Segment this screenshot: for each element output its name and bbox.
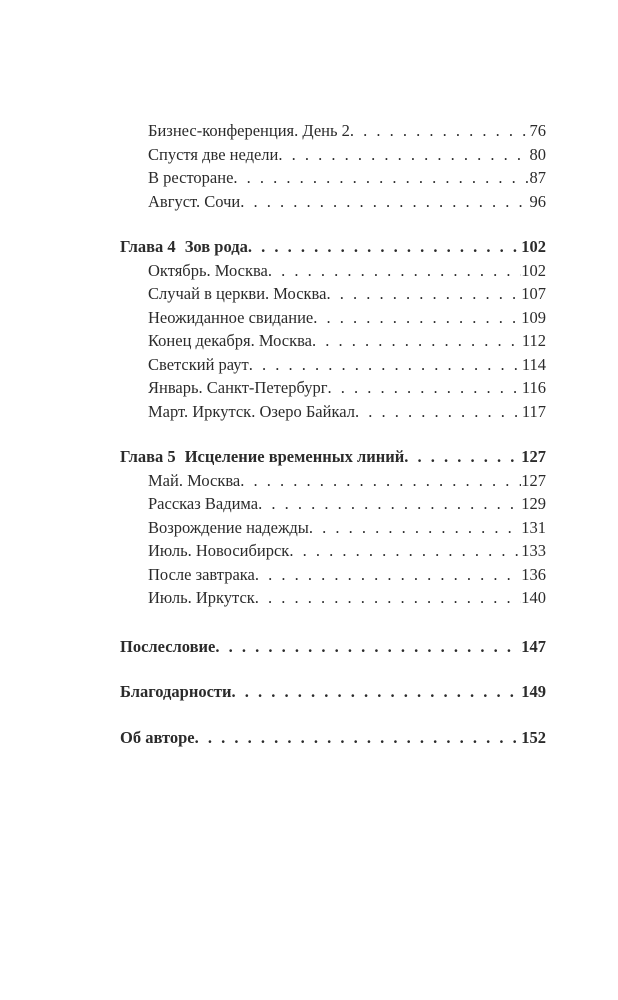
toc-chapter-title	[120, 235, 248, 259]
chapter-name: Исцеление временных линий	[184, 447, 405, 466]
toc-entry-title: Спустя две недели	[148, 144, 279, 164]
toc-entry	[120, 400, 546, 424]
toc-entry-page: 149	[521, 682, 546, 701]
dot-leader	[327, 376, 521, 400]
dot-leader	[355, 400, 522, 424]
toc-entry-title: Бизнес-конференция. День 2	[148, 121, 350, 140]
toc-entry	[120, 586, 546, 610]
toc-entry	[120, 282, 546, 306]
dot-leader	[233, 166, 529, 190]
toc-entry-title: Август. Сочи	[148, 191, 241, 211]
toc-entry	[120, 376, 546, 400]
dot-leader	[312, 329, 522, 353]
toc-entry	[120, 166, 546, 190]
toc-entry-page: 129	[521, 494, 546, 513]
dot-leader	[258, 492, 521, 516]
toc-entry	[120, 143, 546, 167]
toc-entry-page: 109	[521, 307, 546, 327]
toc-entry	[120, 353, 546, 377]
toc-entry-title: Конец декабря. Москва	[148, 331, 312, 350]
toc-entry-title: Рассказ Вадима	[148, 494, 259, 513]
dot-leader	[255, 563, 521, 587]
dot-leader	[268, 259, 521, 283]
toc-entry-page: 131	[521, 517, 546, 537]
dot-leader	[309, 516, 521, 540]
toc-entry-page: 96	[529, 191, 546, 211]
toc-entry-page: 80	[529, 144, 546, 164]
chapter-label: Глава 5	[120, 447, 176, 466]
dot-leader	[215, 635, 521, 659]
chapter-label: Глава 4	[120, 237, 176, 256]
toc-entry-title: Июль. Иркутск	[148, 588, 255, 607]
toc-entry-page: 116	[521, 378, 546, 397]
toc-entry-page: 76	[529, 121, 546, 140]
toc-entry	[120, 563, 546, 587]
toc-entry	[120, 539, 546, 563]
toc-chapter-heading	[120, 445, 546, 469]
toc-entry-title: Июль. Новосибирск	[148, 541, 290, 560]
toc-entry-title: Светский раут	[148, 354, 249, 374]
dot-leader	[313, 306, 521, 330]
toc-entry-page: 133	[521, 541, 546, 560]
toc-entry-title: Послесловие	[120, 636, 216, 656]
dot-leader	[326, 282, 521, 306]
dot-leader	[255, 586, 521, 610]
dot-leader	[232, 680, 522, 704]
toc-entry-page: 107	[521, 284, 546, 303]
toc-entry-title: После завтрака	[148, 564, 255, 584]
toc-entry-title: Неожиданное свидание	[148, 307, 314, 327]
toc-backmatter-entry	[120, 680, 546, 704]
toc-entry-page: 152	[521, 727, 546, 747]
toc-entry	[120, 516, 546, 540]
toc-entry-page: 140	[521, 588, 546, 607]
chapter-name: Зов рода	[184, 237, 248, 256]
toc-entry-page: 102	[521, 260, 546, 280]
toc-chapter-heading	[120, 235, 546, 259]
toc-entry-page: 147	[521, 636, 546, 656]
toc-entry-page: 127	[521, 447, 546, 466]
toc-entry-page: 136	[521, 564, 546, 584]
dot-leader	[195, 726, 522, 750]
toc-entry-page: 117	[521, 401, 546, 421]
dot-leader	[240, 190, 529, 214]
toc-entry	[120, 190, 546, 214]
dot-leader	[248, 235, 521, 259]
toc-chapter-title	[120, 445, 404, 469]
toc-entry-title: Возрождение надежды	[148, 517, 309, 537]
toc-entry-title: Май. Москва	[148, 470, 241, 490]
toc-entry-page: 102	[521, 237, 546, 256]
toc-entry	[120, 306, 546, 330]
dot-leader	[240, 469, 521, 493]
toc-entry-title: Об авторе	[120, 727, 195, 747]
dot-leader	[350, 119, 530, 143]
toc-entry-page: 127	[521, 470, 546, 490]
toc-entry-page: 114	[521, 354, 546, 374]
toc-entry-title: Март. Иркутск. Озеро Байкал	[148, 401, 355, 421]
toc-entry-title: Январь. Санкт-Петербург	[148, 378, 328, 397]
toc-entry	[120, 469, 546, 493]
dot-leader	[404, 445, 521, 469]
toc-backmatter-entry	[120, 635, 546, 659]
toc-entry	[120, 329, 546, 353]
toc-entry-page: 112	[521, 331, 546, 350]
toc-entry-title: В ресторане	[148, 168, 234, 187]
dot-leader	[249, 353, 522, 377]
toc-entry	[120, 259, 546, 283]
toc-entry-title: Случай в церкви. Москва	[148, 284, 327, 303]
dot-leader	[289, 539, 521, 563]
toc-entry-title: Благодарности	[120, 682, 232, 701]
toc-entry-title: Октябрь. Москва	[148, 260, 268, 280]
toc-entry-page: 87	[529, 168, 546, 187]
toc-backmatter-entry	[120, 726, 546, 750]
dot-leader	[278, 143, 529, 167]
toc-entry	[120, 492, 546, 516]
toc-entry	[120, 119, 546, 143]
